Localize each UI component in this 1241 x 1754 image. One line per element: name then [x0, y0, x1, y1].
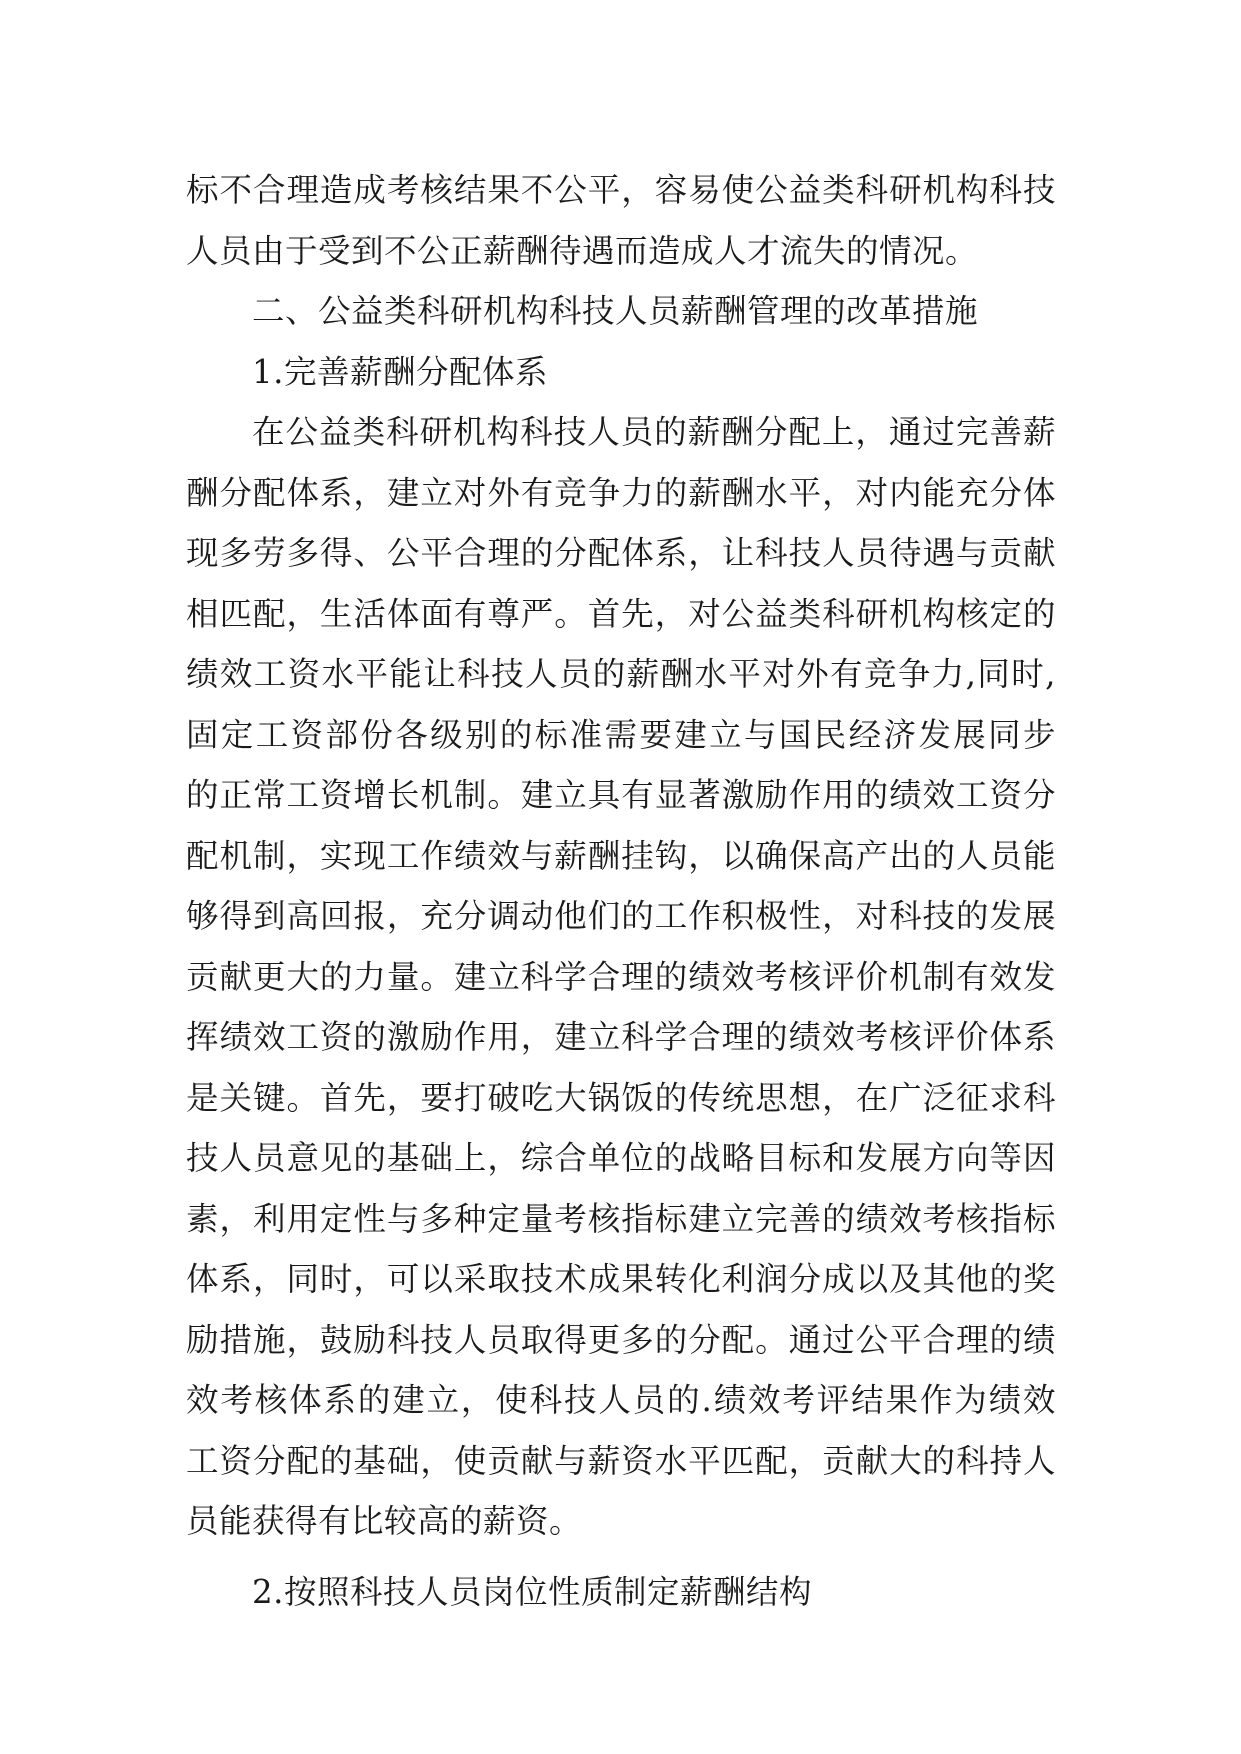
paragraph-line: 贡献更大的力量。建立科学合理的绩效考核评价机制有效发	[186, 957, 1056, 996]
paragraph-line: 素，利用定性与多种定量考核指标建立完善的绩效考核指标	[186, 1199, 1056, 1238]
paragraph-gap	[186, 1552, 1056, 1562]
paragraph-line: 体系，同时，可以采取技术成果转化利润分成以及其他的奖	[186, 1260, 1056, 1298]
paragraph-line: 现多劳多得、公平合理的分配体系，让科技人员待遇与贡献	[186, 534, 1056, 572]
body-text	[186, 160, 1056, 1622]
text-line: 人员由于受到不公正薪酬待遇而造成人才流失的情况。	[186, 231, 979, 270]
paragraph-line: 挥绩效工资的激励作用，建立科学合理的绩效考核评价体系	[186, 1018, 1056, 1056]
paragraph-line: 在公益类科研机构科技人员的薪酬分配上，通过完善薪	[252, 413, 1056, 451]
subsection-heading: 1.完善薪酬分配体系	[252, 352, 549, 391]
paragraph-line: 是关键。首先，要打破吃大锅饭的传统思想，在广泛征求科	[186, 1078, 1056, 1117]
paragraph-line: 的正常工资增长机制。建立具有显著激励作用的绩效工资分	[186, 776, 1056, 814]
paragraph-line: 够得到高回报，充分调动他们的工作积极性，对科技的发展	[186, 897, 1056, 935]
subsection-heading: 2.按照科技人员岗位性质制定薪酬结构	[252, 1572, 813, 1611]
paragraph-line: 技人员意见的基础上，综合单位的战略目标和发展方向等因	[186, 1139, 1056, 1177]
paragraph-line: 员能获得有比较高的薪资。	[186, 1502, 583, 1540]
paragraph-line: 酬分配体系，建立对外有竞争力的薪酬水平，对内能充分体	[186, 473, 1056, 512]
paragraph-line: 配机制，实现工作绩效与薪酬挂钩，以确保高产出的人员能	[186, 836, 1056, 875]
section-heading: 二、公益类科研机构科技人员薪酬管理的改革措施	[252, 292, 979, 330]
paragraph-line: 效考核体系的建立，使科技人员的.绩效考评结果作为绩效	[186, 1381, 1056, 1419]
paragraph-line: 励措施，鼓励科技人员取得更多的分配。通过公平合理的绩	[186, 1320, 1056, 1359]
paragraph-line: 相匹配，生活体面有尊严。首先，对公益类科研机构核定的	[186, 594, 1056, 633]
text-line: 标不合理造成考核结果不公平，容易使公益类科研机构科技	[186, 171, 1056, 209]
paragraph-line: 绩效工资水平能让科技人员的薪酬水平对外有竞争力,同时,	[186, 655, 1056, 693]
paragraph-line: 工资分配的基础，使贡献与薪资水平匹配，贡献大的科持人	[186, 1441, 1056, 1480]
paragraph-line: 固定工资部份各级别的标准需要建立与国民经济发展同步	[186, 715, 1056, 754]
